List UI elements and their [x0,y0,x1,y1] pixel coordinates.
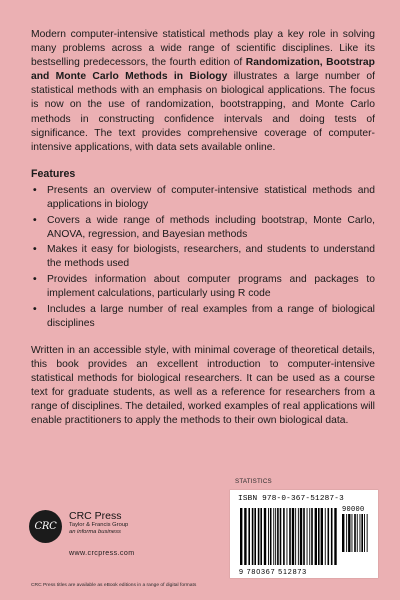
features-heading: Features [31,167,76,180]
barcode-icon [239,508,339,565]
isbn-label: ISBN 978-0-367-51287-3 [238,495,344,503]
barcode-box [230,490,378,578]
price-barcode-icon [341,514,369,552]
bullet-icon: • [33,303,37,315]
category-label: STATISTICS [235,478,272,485]
bullet-icon: • [33,244,37,256]
feature-item [31,243,375,271]
crc-logo-icon: CRC [29,510,62,543]
publisher-website: www.crcpress.com [69,549,135,557]
price-code: 90000 [342,506,365,514]
feature-item-text: Provides information about computer programs and packages to implement calculations, particularly using R code [47,274,375,300]
intro-rest: illustrates a large number of statistical methods with an emphasis on biological applications. The focus is now on the use of randomization, bootstrapping, and Monte Carlo methods in constructing confidence intervals and doing tests of significance. The text provides comprehensive coverage of computer-intensive applications, with data sets available online. [31,71,375,153]
ebook-note: CRC Press titles are available as eBook editions in a range of digital formats [31,583,197,588]
bullet-icon: • [33,274,37,285]
bullet-icon: • [33,184,37,196]
feature-item [31,214,375,242]
feature-item-text: Includes a large number of real examples from a range of biological disciplines [47,303,375,329]
book-title: Randomization, Bootstrap and Monte Carlo Methods in Biology [31,57,375,83]
publisher-name: CRC Press [69,510,122,522]
features-list [31,184,375,331]
publisher-text [69,511,179,536]
feature-item-text: Makes it easy for biologists, researchers, and students to understand the methods used [47,244,375,270]
isbn-digits: 9 780367 512873 [239,567,307,576]
feature-item [31,273,375,301]
intro-lead: Modern computer-intensive statistical methods play a key role in solving many problems across a wide range of scientific disciplines. Like its bestselling predecessors, the fourth edition of [31,29,375,69]
feature-item [31,303,375,331]
closing-paragraph: Written in an accessible style, with minimal coverage of theoretical details, this book provides an excellent introduction to computer-intensive statistical methods for biological researchers. It can be used as a course text for graduate students, as well as a reference for researchers from a range of disciplines. The detailed, worked examples of real applications will enable practitioners to apply the methods to their own biological data. [31,344,375,427]
feature-item-text: Presents an overview of computer-intensive statistical methods and applications in biology [47,184,375,211]
publisher-block [29,510,199,570]
publisher-tagline: an informa business [69,529,121,535]
description-block [31,28,375,428]
feature-item-text: Covers a wide range of methods including bootstrap, Monte Carlo, ANOVA, regression, and Bayesian methods [47,214,375,240]
intro-paragraph [31,28,375,155]
bullet-icon: • [33,214,37,226]
publisher-subtitle: Taylor & Francis Group [69,522,129,528]
feature-item [31,184,375,212]
